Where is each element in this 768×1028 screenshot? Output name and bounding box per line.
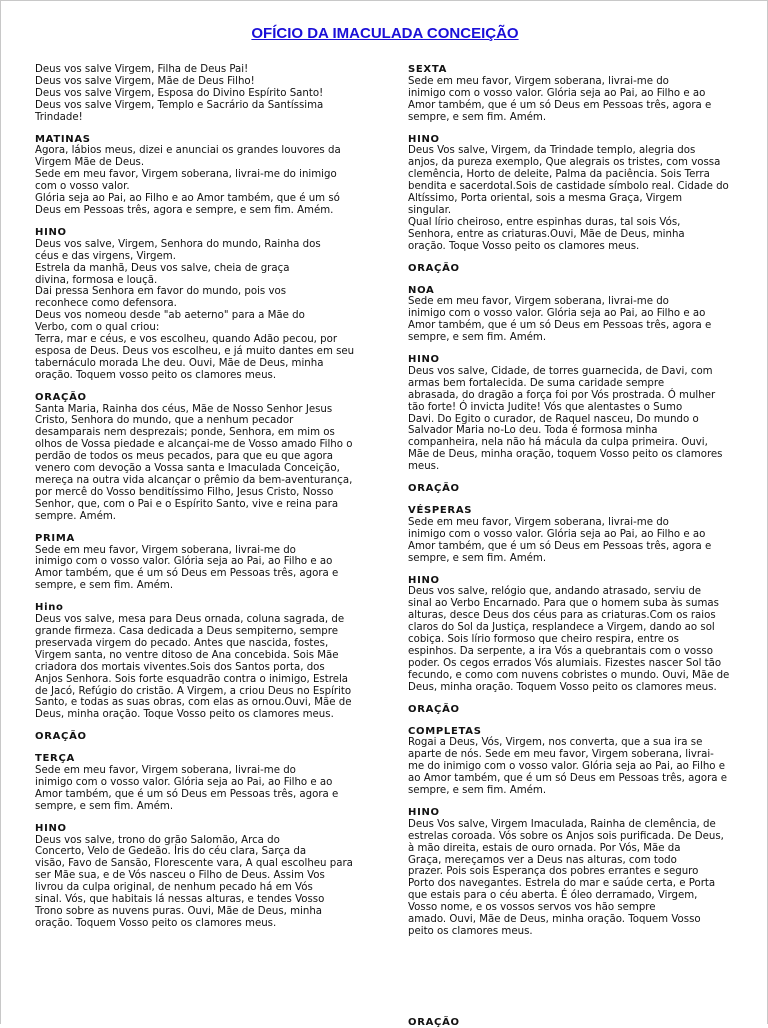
section-heading: PRIMA bbox=[35, 532, 75, 544]
section-heading: COMPLETAS bbox=[408, 725, 482, 737]
document-title: OFÍCIO DA IMACULADA CONCEIÇÃO bbox=[251, 25, 519, 42]
section-heading: TERÇA bbox=[35, 753, 75, 765]
section-heading: ORAÇÃO bbox=[408, 262, 460, 274]
section-hino-noa bbox=[408, 354, 738, 473]
right-column bbox=[408, 64, 738, 948]
section-heading: Hino bbox=[35, 602, 64, 614]
section-heading: ORAÇÃO bbox=[35, 391, 87, 403]
section-oracao bbox=[35, 392, 365, 523]
section-heading: SEXTA bbox=[408, 64, 448, 75]
section-hino-matinas bbox=[35, 227, 365, 382]
cut-off-heading: ORAÇÃO bbox=[408, 1017, 460, 1028]
section-text: Deus vos salve, mesa para Deus ornada, coluna sagrada, de grande firmeza. Casa dedicada a Deus sempiterno, sempre preservada virgem do pecado. Antes que nascida, fostes, Virgem santa, no ventre ditoso de Ana concebida. Sois Mãe criadora dos mortais viventes.Sois dos Santos porta, dos Anjos Senhora. Sois forte esquadrão contra o inimigo, Estrela de Jacó, Refúgio do cristão. A Virgem, a criou Deus no Espírito Santo, e todas as suas obras, com elas as ornou.Ouvi, Mãe de Deus, minha oração. Toque Vosso peito os clamores meus. bbox=[35, 614, 352, 721]
section-hino-terca bbox=[35, 823, 365, 930]
section-heading: HINO bbox=[35, 822, 67, 834]
section-hino-vesperas bbox=[408, 575, 738, 694]
section-matinas bbox=[35, 134, 365, 217]
section-text: Sede em meu favor, Virgem soberana, livrai-me do inimigo com o vosso valor. Glória seja ao Pai, ao Filho e ao Amor também, que é um só Deus em Pessoas três, agora e sempre, e sem fim. Amém. bbox=[35, 544, 339, 592]
section-hino-sexta bbox=[408, 134, 738, 253]
section-sexta bbox=[408, 64, 738, 124]
section-heading: HINO bbox=[408, 133, 440, 145]
section-opening bbox=[35, 64, 365, 124]
section-oracao-prima bbox=[35, 731, 365, 743]
section-hino-prima bbox=[35, 602, 365, 721]
left-column bbox=[35, 64, 365, 940]
section-terca bbox=[35, 753, 365, 813]
section-text: Agora, lábios meus, dizei e anunciai os grandes louvores da Virgem Mãe de Deus. Sede em meu favor, Virgem soberana, livrai-me do inimigo com o vosso valor. Glória seja ao Pai, ao Filho e ao Amor também, que é um só Deus em Pessoas três, agora e sempre, e sem fim. Amém. bbox=[35, 145, 341, 216]
section-heading: VÉSPERAS bbox=[408, 505, 473, 516]
section-text: Deus vos salve, trono do grão Salomão, Arca do Concerto, Velo de Gedeão. Íris do céu clara, Sarça da visão, Favo de Sansão, Florescente vara, A qual escolheu para ser Mãe sua, e de Vós nasceu o Filho de Deus. Assim Vos livrou da culpa original, de nenhum pecado há em Vós sinal. Vós, que habitais lá nessas alturas, e tendes Vosso Trono sobre as nuvens puras. Ouvi, Mãe de Deus, minha oração. Toquem Vosso peito os clamores meus. bbox=[35, 834, 353, 929]
section-oracao-sexta bbox=[408, 263, 738, 275]
section-hino-completas bbox=[408, 807, 738, 938]
section-text: Sede em meu favor, Virgem soberana, livrai-me do inimigo com o vosso valor. Glória seja ao Pai, ao Filho e ao Amor também, que é um só Deus em Pessoas três, agora e sempre, e sem fim. Amém. bbox=[35, 765, 339, 812]
section-vesperas bbox=[408, 505, 738, 565]
section-text: Sede em meu favor, Virgem soberana, livrai-me do inimigo com o vosso valor. Glória seja ao Pai, ao Filho e ao Amor também, que é um só Deus em Pessoas três, agora e sempre, e sem fim. Amém. bbox=[408, 516, 712, 564]
section-heading: MATINAS bbox=[35, 133, 91, 145]
section-text: Rogai a Deus, Vós, Virgem, nos converta, que a sua ira se aparte de nós. Sede em meu favor, Virgem soberana, livrai- me do inimigo com o vosso valor. Glória seja ao Pai, ao Filho e ao Amor também, que é um só Deus em Pessoas três, agora e sempre, e sem fim. Amém. bbox=[408, 737, 728, 797]
section-text: Deus Vos salve, Virgem, da Trindade templo, alegria dos anjos, da pureza exemplo, Que alegrais os tristes, com vossa clemência, Horto de deleite, Palma da paciência. Sois Terra bendita e sacerdotal.Sois de castidade símbolo real. Cidade do Altíssimo, Porta oriental, sois a mesma Graça, Virgem singular. Qual lírio cheiroso, entre espinhas duras, tal sois Vós, Senhora, entre as criaturas.Ouvi, Mãe de Deus, minha oração. Toque Vosso peito os clamores meus. bbox=[408, 145, 729, 252]
section-oracao-vesperas bbox=[408, 704, 738, 716]
section-text: Deus vos salve, Virgem, Senhora do mundo, Rainha dos céus e das virgens, Virgem. Estrela da manhã, Deus vos salve, cheia de graça divina, formosa e louçã. Dai pressa Senhora em favor do mundo, pois vos reconhece como defensora. Deus vos nomeou desde "ab aeterno" para a Mãe do Verbo, com o qual criou: Terra, mar e céus, e vos escolheu, quando Adão pecou, por esposa de Deus. Deus vos escolheu, e já muito dantes em seu tabernáculo morada Lhe deu. Ouvi, Mãe de Deus, minha oração. Toquem vosso peito os clamores meus. bbox=[35, 238, 355, 381]
section-heading: HINO bbox=[408, 806, 440, 818]
section-text: Deus vos salve Virgem, Filha de Deus Pai! Deus vos salve Virgem, Mãe de Deus Filho! Deus vos salve Virgem, Esposa do Divino Espírito Santo! Deus vos salve Virgem, Templo e Sacrário da Santíssima Trindade! bbox=[35, 64, 324, 123]
section-noa bbox=[408, 285, 738, 345]
section-heading: HINO bbox=[408, 574, 440, 586]
section-text: Deus vos salve, relógio que, andando atrasado, serviu de sinal ao Verbo Encarnado. Para que o homem suba às sumas alturas, desce Deus dos céus para as criaturas.Com os raios claros do Sol da Justiça, resplandece a Virgem, dando ao sol cobiça. Sois lírio formoso que cheiro respira, entre os espinhos. Da serpente, a ira Vós a quebrantais com o vosso poder. Os cegos errados Vós alumiais. Fizestes nascer Sol tão fecundo, e como com nuvens cobristes o mundo. Ouvi, Mãe de Deus, minha oração. Toquem Vosso peito os clamores meus. bbox=[408, 586, 730, 693]
section-text: Deus Vos salve, Virgem Imaculada, Rainha de clemência, de estrelas coroada. Vós sobre os Anjos sois purificada. De Deus, à mão direita, estais de ouro ornada. Por Vós, Mãe da Graça, mereçamos ver a Deus nas alturas, com todo prazer. Pois sois Esperança dos pobres errantes e seguro Porto dos navegantes. Estrela do mar e saúde certa, e Porta que estais para o céu aberta. É óleo derramado, Virgem, Vosso nome, e os vossos servos vos hão sempre amado. Ouvi, Mãe de Deus, minha oração. Toquem Vosso peito os clamores meus. bbox=[408, 818, 724, 937]
section-completas bbox=[408, 726, 738, 797]
section-text: Santa Maria, Rainha dos céus, Mãe de Nosso Senhor Jesus Cristo, Senhora do mundo, que a nenhum pecador desamparais nem desprezais; ponde, Senhora, em mim os olhos de Vossa piedade e alcançai-me de Vosso amado Filho o perdão de todos os meus pecados, para que eu que agora venero com devoção a Vossa santa e Imaculada Conceição, mereça na outra vida alcançar o prêmio da bem-aventurança, por mercê do Vosso benditíssimo Filho, Jesus Cristo, Nosso Senhor, que, com o Pai e o Espírito Santo, vive e reina para sempre. Amém. bbox=[35, 403, 353, 522]
section-heading: ORAÇÃO bbox=[408, 703, 460, 715]
section-prima bbox=[35, 533, 365, 593]
section-heading: ORAÇÃO bbox=[408, 483, 460, 495]
section-text: Deus vos salve, Cidade, de torres guarnecida, de Davi, com armas bem fortalecida. De suma caridade sempre abrasada, do dragão a força foi por Vós prostrada. Ó mulher tão forte! Ó invicta Judite! Vós que alentastes o Sumo Davi. Do Egito o curador, de Raquel nasceu, Do mundo o Salvador Maria no-Lo deu. Toda é formosa minha companheira, nela não há mácula da culpa primeira. Ouvi, Mãe de Deus, minha oração, toquem Vosso peito os clamores meus. bbox=[408, 365, 723, 473]
section-oracao-noa bbox=[408, 483, 738, 495]
section-heading: NOA bbox=[408, 284, 435, 296]
section-heading: HINO bbox=[35, 226, 67, 238]
section-text: Sede em meu favor, Virgem soberana, livrai-me do inimigo com o vosso valor. Glória seja ao Pai, ao Filho e ao Amor também, que é um só Deus em Pessoas três, agora e sempre, e sem fim. Amém. bbox=[408, 296, 712, 344]
section-text: Sede em meu favor, Virgem soberana, livrai-me do inimigo com o vosso valor. Glória seja ao Pai, ao Filho e ao Amor também, que é um só Deus em Pessoas três, agora e sempre, e sem fim. Amém. bbox=[408, 75, 712, 123]
section-heading: HINO bbox=[408, 354, 440, 366]
section-heading: ORAÇÃO bbox=[35, 731, 87, 743]
